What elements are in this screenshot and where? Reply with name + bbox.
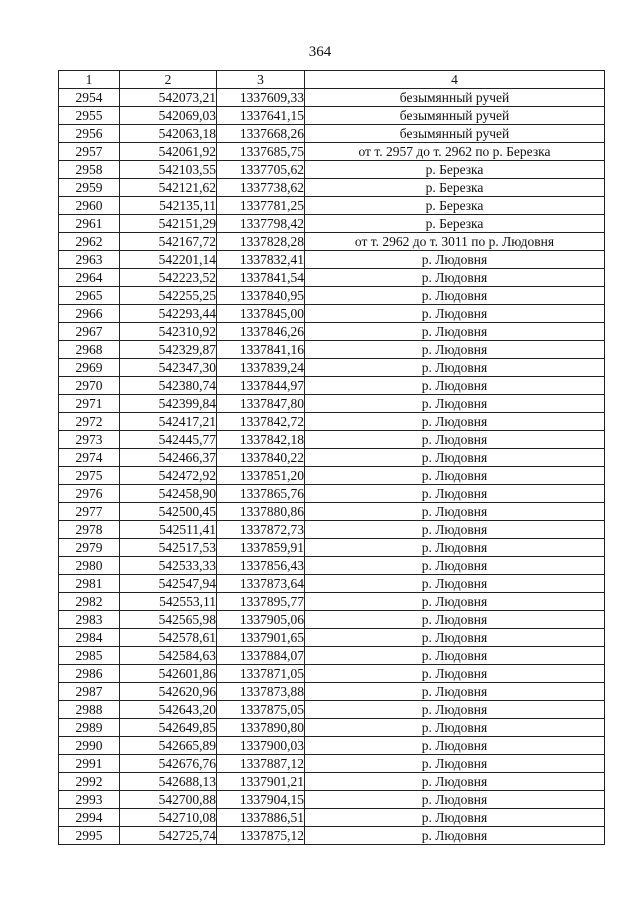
table-row — [59, 323, 605, 341]
y-coordinate-cell: 1337705,62 — [217, 161, 305, 179]
description-cell: от т. 2962 до т. 3011 по р. Людовня — [305, 233, 605, 251]
description-cell: р. Людовня — [305, 485, 605, 503]
y-coordinate-cell: 1337900,03 — [217, 737, 305, 755]
table-row — [59, 269, 605, 287]
table-row — [59, 827, 605, 845]
point-number-cell: 2980 — [59, 557, 120, 575]
point-number-cell: 2966 — [59, 305, 120, 323]
y-coordinate-cell: 1337842,18 — [217, 431, 305, 449]
x-coordinate-cell: 542620,96 — [120, 683, 217, 701]
description-cell: безымянный ручей — [305, 125, 605, 143]
description-cell: р. Людовня — [305, 359, 605, 377]
description-cell: р. Людовня — [305, 503, 605, 521]
table-row — [59, 539, 605, 557]
table-row — [59, 233, 605, 251]
point-number-cell: 2976 — [59, 485, 120, 503]
description-cell: безымянный ручей — [305, 107, 605, 125]
description-cell: безымянный ручей — [305, 89, 605, 107]
x-coordinate-cell: 542255,25 — [120, 287, 217, 305]
table-row — [59, 737, 605, 755]
x-coordinate-cell: 542445,77 — [120, 431, 217, 449]
description-cell: р. Людовня — [305, 701, 605, 719]
y-coordinate-cell: 1337851,20 — [217, 467, 305, 485]
y-coordinate-cell: 1337884,07 — [217, 647, 305, 665]
table-row — [59, 89, 605, 107]
table-row — [59, 287, 605, 305]
point-number-cell: 2995 — [59, 827, 120, 845]
x-coordinate-cell: 542710,08 — [120, 809, 217, 827]
x-coordinate-cell: 542601,86 — [120, 665, 217, 683]
x-coordinate-cell: 542676,76 — [120, 755, 217, 773]
description-cell: р. Людовня — [305, 341, 605, 359]
description-cell: р. Людовня — [305, 737, 605, 755]
table-row — [59, 341, 605, 359]
description-cell: р. Людовня — [305, 521, 605, 539]
point-number-cell: 2993 — [59, 791, 120, 809]
y-coordinate-cell: 1337798,42 — [217, 215, 305, 233]
description-cell: р. Людовня — [305, 413, 605, 431]
description-cell: от т. 2957 до т. 2962 по р. Березка — [305, 143, 605, 161]
point-number-cell: 2975 — [59, 467, 120, 485]
table-row — [59, 179, 605, 197]
y-coordinate-cell: 1337875,05 — [217, 701, 305, 719]
x-coordinate-cell: 542553,11 — [120, 593, 217, 611]
table-row — [59, 557, 605, 575]
y-coordinate-cell: 1337901,21 — [217, 773, 305, 791]
x-coordinate-cell: 542329,87 — [120, 341, 217, 359]
description-cell: р. Людовня — [305, 593, 605, 611]
point-number-cell: 2994 — [59, 809, 120, 827]
y-coordinate-cell: 1337828,28 — [217, 233, 305, 251]
y-coordinate-cell: 1337841,16 — [217, 341, 305, 359]
table-row — [59, 395, 605, 413]
table-row — [59, 467, 605, 485]
point-number-cell: 2964 — [59, 269, 120, 287]
y-coordinate-cell: 1337839,24 — [217, 359, 305, 377]
point-number-cell: 2960 — [59, 197, 120, 215]
y-coordinate-cell: 1337609,33 — [217, 89, 305, 107]
y-coordinate-cell: 1337781,25 — [217, 197, 305, 215]
table-row — [59, 449, 605, 467]
x-coordinate-cell: 542643,20 — [120, 701, 217, 719]
table-row — [59, 143, 605, 161]
description-cell: р. Людовня — [305, 647, 605, 665]
table-row — [59, 611, 605, 629]
description-cell: р. Березка — [305, 215, 605, 233]
x-coordinate-cell: 542533,33 — [120, 557, 217, 575]
x-coordinate-cell: 542347,30 — [120, 359, 217, 377]
page-number: 364 — [308, 44, 332, 60]
description-cell: р. Людовня — [305, 557, 605, 575]
table-row — [59, 791, 605, 809]
table-row — [59, 413, 605, 431]
point-number-cell: 2971 — [59, 395, 120, 413]
point-number-cell: 2985 — [59, 647, 120, 665]
table-row — [59, 773, 605, 791]
table-row — [59, 197, 605, 215]
point-number-cell: 2961 — [59, 215, 120, 233]
y-coordinate-cell: 1337871,05 — [217, 665, 305, 683]
x-coordinate-cell: 542511,41 — [120, 521, 217, 539]
table-row — [59, 521, 605, 539]
x-coordinate-cell: 542380,74 — [120, 377, 217, 395]
y-coordinate-cell: 1337840,95 — [217, 287, 305, 305]
y-coordinate-cell: 1337840,22 — [217, 449, 305, 467]
x-coordinate-cell: 542201,14 — [120, 251, 217, 269]
x-coordinate-cell: 542135,11 — [120, 197, 217, 215]
description-cell: р. Людовня — [305, 809, 605, 827]
x-coordinate-cell: 542665,89 — [120, 737, 217, 755]
description-cell: р. Людовня — [305, 719, 605, 737]
table-row — [59, 719, 605, 737]
y-coordinate-cell: 1337875,12 — [217, 827, 305, 845]
y-coordinate-cell: 1337738,62 — [217, 179, 305, 197]
point-number-cell: 2988 — [59, 701, 120, 719]
point-number-cell: 2970 — [59, 377, 120, 395]
table-row — [59, 305, 605, 323]
table-row — [59, 161, 605, 179]
point-number-cell: 2957 — [59, 143, 120, 161]
description-cell: р. Березка — [305, 161, 605, 179]
y-coordinate-cell: 1337895,77 — [217, 593, 305, 611]
y-coordinate-cell: 1337841,54 — [217, 269, 305, 287]
point-number-cell: 2972 — [59, 413, 120, 431]
point-number-cell: 2982 — [59, 593, 120, 611]
point-number-cell: 2987 — [59, 683, 120, 701]
y-coordinate-cell: 1337856,43 — [217, 557, 305, 575]
table-row — [59, 485, 605, 503]
table-row — [59, 647, 605, 665]
description-cell: р. Людовня — [305, 287, 605, 305]
table-row — [59, 503, 605, 521]
x-coordinate-cell: 542584,63 — [120, 647, 217, 665]
description-cell: р. Березка — [305, 179, 605, 197]
table-row — [59, 107, 605, 125]
description-cell: р. Людовня — [305, 431, 605, 449]
description-cell: р. Людовня — [305, 683, 605, 701]
y-coordinate-cell: 1337832,41 — [217, 251, 305, 269]
point-number-cell: 2992 — [59, 773, 120, 791]
point-number-cell: 2989 — [59, 719, 120, 737]
point-number-cell: 2990 — [59, 737, 120, 755]
table-row — [59, 593, 605, 611]
coordinates-table — [58, 70, 605, 845]
y-coordinate-cell: 1337880,86 — [217, 503, 305, 521]
table-row — [59, 431, 605, 449]
x-coordinate-cell: 542417,21 — [120, 413, 217, 431]
point-number-cell: 2978 — [59, 521, 120, 539]
point-number-cell: 2983 — [59, 611, 120, 629]
x-coordinate-cell: 542458,90 — [120, 485, 217, 503]
description-cell: р. Людовня — [305, 629, 605, 647]
y-coordinate-cell: 1337845,00 — [217, 305, 305, 323]
x-coordinate-cell: 542517,53 — [120, 539, 217, 557]
description-cell: р. Людовня — [305, 305, 605, 323]
y-coordinate-cell: 1337865,76 — [217, 485, 305, 503]
point-number-cell: 2965 — [59, 287, 120, 305]
y-coordinate-cell: 1337641,15 — [217, 107, 305, 125]
point-number-cell: 2979 — [59, 539, 120, 557]
x-coordinate-cell: 542578,61 — [120, 629, 217, 647]
x-coordinate-cell: 542061,92 — [120, 143, 217, 161]
y-coordinate-cell: 1337890,80 — [217, 719, 305, 737]
description-cell: р. Людовня — [305, 449, 605, 467]
point-number-cell: 2973 — [59, 431, 120, 449]
point-number-cell: 2969 — [59, 359, 120, 377]
point-number-cell: 2956 — [59, 125, 120, 143]
x-coordinate-cell: 542466,37 — [120, 449, 217, 467]
y-coordinate-cell: 1337685,75 — [217, 143, 305, 161]
point-number-cell: 2954 — [59, 89, 120, 107]
point-number-cell: 2977 — [59, 503, 120, 521]
y-coordinate-cell: 1337873,64 — [217, 575, 305, 593]
description-cell: р. Людовня — [305, 269, 605, 287]
table-row — [59, 251, 605, 269]
point-number-cell: 2981 — [59, 575, 120, 593]
point-number-cell: 2958 — [59, 161, 120, 179]
y-coordinate-cell: 1337886,51 — [217, 809, 305, 827]
description-cell: р. Людовня — [305, 665, 605, 683]
x-coordinate-cell: 542472,92 — [120, 467, 217, 485]
description-cell: р. Людовня — [305, 539, 605, 557]
description-cell: р. Людовня — [305, 323, 605, 341]
x-coordinate-cell: 542121,62 — [120, 179, 217, 197]
description-cell: р. Березка — [305, 197, 605, 215]
x-coordinate-cell: 542399,84 — [120, 395, 217, 413]
table-row — [59, 125, 605, 143]
x-coordinate-cell: 542293,44 — [120, 305, 217, 323]
point-number-cell: 2984 — [59, 629, 120, 647]
column-header-3: 3 — [217, 71, 305, 89]
table-row — [59, 575, 605, 593]
x-coordinate-cell: 542073,21 — [120, 89, 217, 107]
point-number-cell: 2962 — [59, 233, 120, 251]
y-coordinate-cell: 1337842,72 — [217, 413, 305, 431]
x-coordinate-cell: 542167,72 — [120, 233, 217, 251]
description-cell: р. Людовня — [305, 791, 605, 809]
x-coordinate-cell: 542223,52 — [120, 269, 217, 287]
x-coordinate-cell: 542565,98 — [120, 611, 217, 629]
y-coordinate-cell: 1337901,65 — [217, 629, 305, 647]
y-coordinate-cell: 1337668,26 — [217, 125, 305, 143]
description-cell: р. Людовня — [305, 467, 605, 485]
point-number-cell: 2955 — [59, 107, 120, 125]
table-row — [59, 665, 605, 683]
point-number-cell: 2967 — [59, 323, 120, 341]
point-number-cell: 2991 — [59, 755, 120, 773]
y-coordinate-cell: 1337873,88 — [217, 683, 305, 701]
table-row — [59, 359, 605, 377]
x-coordinate-cell: 542151,29 — [120, 215, 217, 233]
x-coordinate-cell: 542069,03 — [120, 107, 217, 125]
description-cell: р. Людовня — [305, 575, 605, 593]
y-coordinate-cell: 1337872,73 — [217, 521, 305, 539]
table-row — [59, 755, 605, 773]
point-number-cell: 2959 — [59, 179, 120, 197]
description-cell: р. Людовня — [305, 611, 605, 629]
description-cell: р. Людовня — [305, 251, 605, 269]
y-coordinate-cell: 1337847,80 — [217, 395, 305, 413]
y-coordinate-cell: 1337846,26 — [217, 323, 305, 341]
x-coordinate-cell: 542500,45 — [120, 503, 217, 521]
x-coordinate-cell: 542547,94 — [120, 575, 217, 593]
table-row — [59, 683, 605, 701]
description-cell: р. Людовня — [305, 773, 605, 791]
x-coordinate-cell: 542700,88 — [120, 791, 217, 809]
point-number-cell: 2974 — [59, 449, 120, 467]
table-row — [59, 629, 605, 647]
table-row — [59, 377, 605, 395]
x-coordinate-cell: 542649,85 — [120, 719, 217, 737]
x-coordinate-cell: 542725,74 — [120, 827, 217, 845]
description-cell: р. Людовня — [305, 377, 605, 395]
y-coordinate-cell: 1337887,12 — [217, 755, 305, 773]
header-row — [59, 71, 605, 89]
description-cell: р. Людовня — [305, 827, 605, 845]
point-number-cell: 2986 — [59, 665, 120, 683]
table-row — [59, 215, 605, 233]
table-body — [59, 89, 605, 845]
x-coordinate-cell: 542688,13 — [120, 773, 217, 791]
column-header-1: 1 — [59, 71, 120, 89]
point-number-cell: 2963 — [59, 251, 120, 269]
table-row — [59, 701, 605, 719]
description-cell: р. Людовня — [305, 755, 605, 773]
x-coordinate-cell: 542310,92 — [120, 323, 217, 341]
x-coordinate-cell: 542103,55 — [120, 161, 217, 179]
table-header — [59, 71, 605, 89]
x-coordinate-cell: 542063,18 — [120, 125, 217, 143]
y-coordinate-cell: 1337844,97 — [217, 377, 305, 395]
description-cell: р. Людовня — [305, 395, 605, 413]
table-row — [59, 809, 605, 827]
column-header-2: 2 — [120, 71, 217, 89]
y-coordinate-cell: 1337904,15 — [217, 791, 305, 809]
column-header-4: 4 — [305, 71, 605, 89]
y-coordinate-cell: 1337905,06 — [217, 611, 305, 629]
point-number-cell: 2968 — [59, 341, 120, 359]
y-coordinate-cell: 1337859,91 — [217, 539, 305, 557]
